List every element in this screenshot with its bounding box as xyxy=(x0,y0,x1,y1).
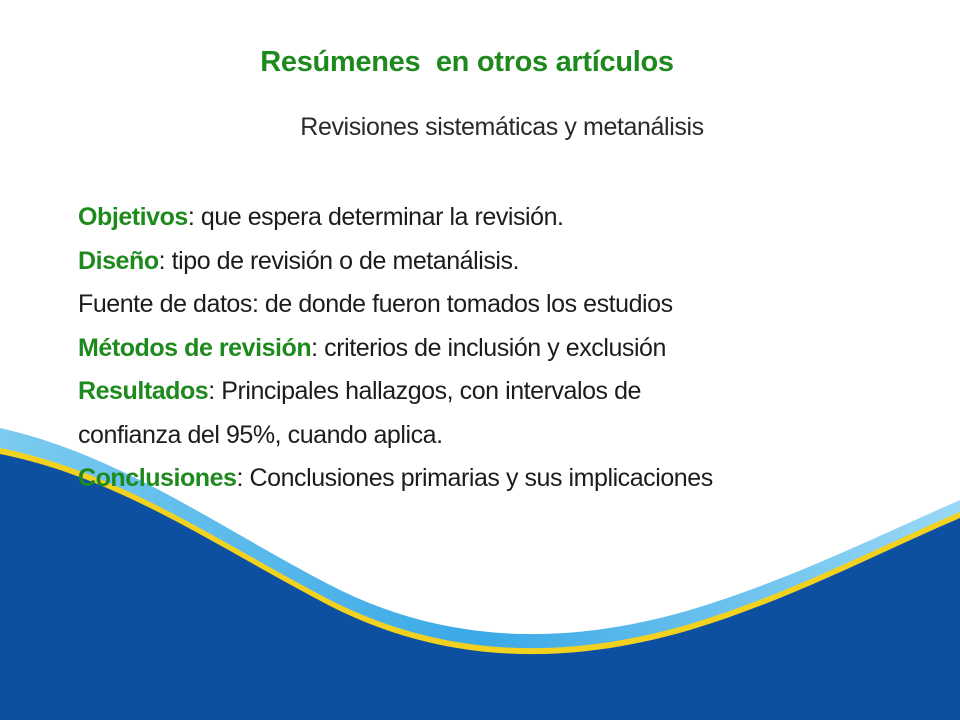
list-item xyxy=(78,240,948,284)
list-item xyxy=(78,370,948,414)
item-text: Fuente de datos: de donde fueron tomados los estudios xyxy=(78,290,673,318)
item-text: : que espera determinar la revisión. xyxy=(187,203,564,231)
list-item xyxy=(78,457,948,501)
item-text: : Conclusiones primarias y sus implicaciones xyxy=(236,464,713,492)
item-text: confianza del 95%, cuando aplica. xyxy=(78,420,443,449)
item-text: : criterios de inclusión y exclusión xyxy=(311,333,666,362)
item-term: Objetivos xyxy=(78,203,188,231)
list-item xyxy=(78,327,948,371)
item-text: : tipo de revisión o de metanálisis. xyxy=(158,246,520,275)
slide-title: Resúmenes en otros artículos xyxy=(260,46,674,78)
item-term: Métodos de revisión xyxy=(78,333,312,362)
item-term: Resultados xyxy=(78,377,209,405)
item-term: Diseño xyxy=(78,246,159,275)
list-item xyxy=(78,283,948,327)
slide-subtitle: Revisiones sistemáticas y metanálisis xyxy=(300,113,704,141)
list-item xyxy=(78,196,948,240)
item-text: : Principales hallazgos, con intervalos de xyxy=(208,377,642,405)
content-list xyxy=(78,196,948,501)
list-item xyxy=(78,414,948,458)
item-term: Conclusiones xyxy=(78,464,237,492)
